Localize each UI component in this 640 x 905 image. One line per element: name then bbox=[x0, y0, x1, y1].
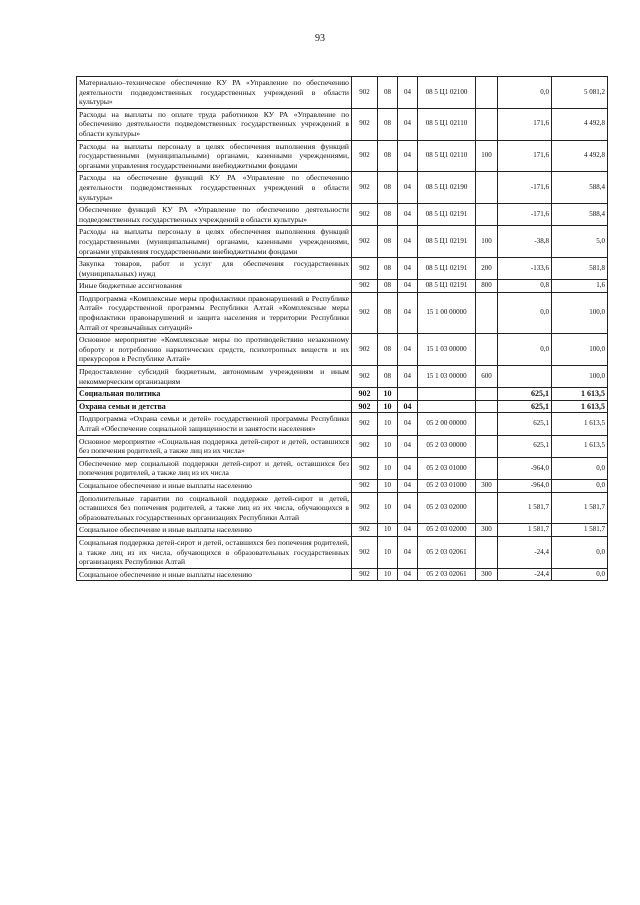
amount-change: 0,0 bbox=[498, 334, 552, 366]
table-row bbox=[77, 457, 608, 479]
row-name: Расходы на выплаты по оплате труда работников КУ РА «Управление по обеспечению деятельности подведомственных государственных учреждений в области культуры» bbox=[77, 108, 352, 140]
table-row bbox=[77, 435, 608, 457]
subsection-code: 04 bbox=[398, 334, 418, 366]
amount-total: 4 492,8 bbox=[552, 140, 608, 172]
row-name: Предоставление субсидий бюджетным, автономным учреждениям и иным некоммерческим организациям bbox=[77, 366, 352, 388]
admin-code: 902 bbox=[352, 77, 378, 109]
expense-type-code: 100 bbox=[476, 140, 498, 172]
amount-total: 581,8 bbox=[552, 258, 608, 280]
amount-change: -171,6 bbox=[498, 204, 552, 226]
subsection-code: 04 bbox=[398, 172, 418, 204]
admin-code: 902 bbox=[352, 292, 378, 333]
admin-code: 902 bbox=[352, 435, 378, 457]
row-name: Социальное обеспечение и иные выплаты населению bbox=[77, 479, 352, 492]
row-name: Материально–техническое обеспечение КУ РА «Управление по обеспечению деятельности подведомственных государственных учреждений в области культуры» bbox=[77, 77, 352, 109]
section-code: 10 bbox=[378, 435, 398, 457]
admin-code: 902 bbox=[352, 172, 378, 204]
admin-code: 902 bbox=[352, 457, 378, 479]
admin-code: 902 bbox=[352, 366, 378, 388]
table-row bbox=[77, 366, 608, 388]
row-name: Расходы на обеспечение функций КУ РА «Управление по обеспечению деятельности подведомственных государственных учреждений в области культуры» bbox=[77, 172, 352, 204]
target-article-code: 08 5 Ц1 02191 bbox=[418, 280, 476, 293]
amount-change: 625,1 bbox=[498, 435, 552, 457]
subsection-code: 04 bbox=[398, 204, 418, 226]
section-code: 08 bbox=[378, 204, 398, 226]
amount-total: 1,6 bbox=[552, 280, 608, 293]
target-article-code: 05 2 00 00000 bbox=[418, 413, 476, 435]
section-code: 08 bbox=[378, 258, 398, 280]
section-code: 10 bbox=[378, 568, 398, 581]
target-article-code: 05 2 03 02000 bbox=[418, 492, 476, 524]
target-article-code: 15 1 00 00000 bbox=[418, 292, 476, 333]
row-name: Расходы на выплаты персоналу в целях обеспечения выполнения функций государственными (муниципальными) органами, казенными учреждениями, органами управления государственными внебюджетными фондами bbox=[77, 226, 352, 258]
row-name: Подпрограмма «Комплексные меры профилактики правонарушений в Республике Алтай» государственной программы Республики Алтай «Комплексные меры профилактики правонарушений и защита населения и территории Республики Алтай от чрезвычайных ситуаций» bbox=[77, 292, 352, 333]
expense-type-code bbox=[476, 388, 498, 401]
table-row bbox=[77, 292, 608, 333]
amount-change: 625,1 bbox=[498, 413, 552, 435]
target-article-code: 08 5 Ц1 02191 bbox=[418, 258, 476, 280]
target-article-code: 08 5 Ц1 02191 bbox=[418, 204, 476, 226]
expense-type-code bbox=[476, 492, 498, 524]
admin-code: 902 bbox=[352, 108, 378, 140]
amount-change: 0,0 bbox=[498, 292, 552, 333]
section-code: 08 bbox=[378, 366, 398, 388]
subsection-code: 04 bbox=[398, 108, 418, 140]
table-row bbox=[77, 280, 608, 293]
table-row bbox=[77, 140, 608, 172]
amount-change: 625,1 bbox=[498, 388, 552, 401]
amount-total: 1 613,5 bbox=[552, 435, 608, 457]
section-code: 10 bbox=[378, 400, 398, 413]
subsection-code: 04 bbox=[398, 366, 418, 388]
admin-code: 902 bbox=[352, 524, 378, 537]
expense-type-code bbox=[476, 400, 498, 413]
table-row bbox=[77, 334, 608, 366]
expense-type-code: 300 bbox=[476, 524, 498, 537]
amount-change: -133,6 bbox=[498, 258, 552, 280]
amount-change: -964,0 bbox=[498, 479, 552, 492]
subsection-code: 04 bbox=[398, 524, 418, 537]
amount-change: 625,1 bbox=[498, 400, 552, 413]
amount-total: 0,0 bbox=[552, 568, 608, 581]
amount-change bbox=[498, 366, 552, 388]
admin-code: 902 bbox=[352, 479, 378, 492]
table-row bbox=[77, 479, 608, 492]
table-row bbox=[77, 536, 608, 568]
amount-change: 171,6 bbox=[498, 140, 552, 172]
budget-table bbox=[76, 76, 608, 581]
amount-change: -24,4 bbox=[498, 536, 552, 568]
amount-total: 100,0 bbox=[552, 334, 608, 366]
target-article-code: 05 2 03 02061 bbox=[418, 536, 476, 568]
section-code: 10 bbox=[378, 536, 398, 568]
page-number: 93 bbox=[315, 33, 325, 44]
section-code: 08 bbox=[378, 334, 398, 366]
row-name: Расходы на выплаты персоналу в целях обеспечения выполнения функций государственными (муниципальными) органами, казенными учреждениями, органами управления государственными внебюджетными фондами bbox=[77, 140, 352, 172]
section-code: 08 bbox=[378, 108, 398, 140]
section-code: 10 bbox=[378, 492, 398, 524]
target-article-code: 05 2 03 00000 bbox=[418, 435, 476, 457]
expense-type-code: 100 bbox=[476, 226, 498, 258]
target-article-code: 05 2 03 02061 bbox=[418, 568, 476, 581]
expense-type-code bbox=[476, 108, 498, 140]
target-article-code: 15 1 03 00000 bbox=[418, 334, 476, 366]
expense-type-code: 300 bbox=[476, 568, 498, 581]
subsection-code: 04 bbox=[398, 400, 418, 413]
row-name: Подпрограмма «Охрана семьи и детей» государственной программы Республики Алтай «Обеспечение социальной защищенности и занятости населения» bbox=[77, 413, 352, 435]
expense-type-code: 800 bbox=[476, 280, 498, 293]
admin-code: 902 bbox=[352, 400, 378, 413]
amount-total: 1 581,7 bbox=[552, 524, 608, 537]
target-article-code: 08 5 Ц1 02190 bbox=[418, 172, 476, 204]
section-code: 10 bbox=[378, 524, 398, 537]
subsection-code: 04 bbox=[398, 258, 418, 280]
row-name: Основное мероприятие «Комплексные меры по противодействию незаконному обороту и потреблению наркотических средств, психотропных веществ и их прекурсоров в Республике Алтай» bbox=[77, 334, 352, 366]
subsection-code: 04 bbox=[398, 492, 418, 524]
expense-type-code: 600 bbox=[476, 366, 498, 388]
table-row bbox=[77, 568, 608, 581]
subsection-code: 04 bbox=[398, 536, 418, 568]
expense-type-code bbox=[476, 457, 498, 479]
amount-change: -171,6 bbox=[498, 172, 552, 204]
subsection-code: 04 bbox=[398, 226, 418, 258]
expense-type-code bbox=[476, 435, 498, 457]
subsection-code: 04 bbox=[398, 280, 418, 293]
section-code: 08 bbox=[378, 292, 398, 333]
table-row bbox=[77, 204, 608, 226]
section-code: 08 bbox=[378, 172, 398, 204]
amount-total: 1 613,5 bbox=[552, 388, 608, 401]
amount-total: 0,0 bbox=[552, 457, 608, 479]
amount-total: 588,4 bbox=[552, 172, 608, 204]
expense-type-code: 200 bbox=[476, 258, 498, 280]
amount-total: 5 081,2 bbox=[552, 77, 608, 109]
amount-change: 0,0 bbox=[498, 77, 552, 109]
row-name: Социальное обеспечение и иные выплаты населению bbox=[77, 524, 352, 537]
section-code: 08 bbox=[378, 226, 398, 258]
row-name: Обеспечение функций КУ РА «Управление по обеспечению деятельности подведомственных государственных учреждений в области культуры» bbox=[77, 204, 352, 226]
amount-total: 4 492,8 bbox=[552, 108, 608, 140]
target-article-code: 05 2 03 01000 bbox=[418, 479, 476, 492]
row-name: Охрана семьи и детства bbox=[77, 400, 352, 413]
target-article-code bbox=[418, 400, 476, 413]
expense-type-code bbox=[476, 77, 498, 109]
subsection-code: 04 bbox=[398, 479, 418, 492]
target-article-code bbox=[418, 388, 476, 401]
section-code: 10 bbox=[378, 479, 398, 492]
amount-total: 5,0 bbox=[552, 226, 608, 258]
admin-code: 902 bbox=[352, 536, 378, 568]
admin-code: 902 bbox=[352, 334, 378, 366]
amount-change: 1 581,7 bbox=[498, 492, 552, 524]
target-article-code: 08 5 Ц1 02100 bbox=[418, 77, 476, 109]
table-row bbox=[77, 524, 608, 537]
target-article-code: 08 5 Ц1 02191 bbox=[418, 226, 476, 258]
section-code: 08 bbox=[378, 77, 398, 109]
table-row bbox=[77, 388, 608, 401]
subsection-code bbox=[398, 388, 418, 401]
subsection-code: 04 bbox=[398, 292, 418, 333]
target-article-code: 05 2 03 02000 bbox=[418, 524, 476, 537]
amount-total: 1 581,7 bbox=[552, 492, 608, 524]
subsection-code: 04 bbox=[398, 435, 418, 457]
section-code: 10 bbox=[378, 457, 398, 479]
admin-code: 902 bbox=[352, 568, 378, 581]
expense-type-code bbox=[476, 172, 498, 204]
amount-change: 171,6 bbox=[498, 108, 552, 140]
admin-code: 902 bbox=[352, 413, 378, 435]
table-row bbox=[77, 492, 608, 524]
row-name: Обеспечение мер социальной поддержки детей-сирот и детей, оставшихся без попечения родителей, а также лиц из их числа bbox=[77, 457, 352, 479]
amount-change: 0,8 bbox=[498, 280, 552, 293]
expense-type-code bbox=[476, 536, 498, 568]
amount-change: -964,0 bbox=[498, 457, 552, 479]
amount-total: 1 613,5 bbox=[552, 400, 608, 413]
row-name: Социальная политика bbox=[77, 388, 352, 401]
amount-change: 1 581,7 bbox=[498, 524, 552, 537]
subsection-code: 04 bbox=[398, 140, 418, 172]
section-code: 10 bbox=[378, 413, 398, 435]
row-name: Социальное обеспечение и иные выплаты населению bbox=[77, 568, 352, 581]
admin-code: 902 bbox=[352, 492, 378, 524]
admin-code: 902 bbox=[352, 226, 378, 258]
expense-type-code bbox=[476, 413, 498, 435]
row-name: Иные бюджетные ассигнования bbox=[77, 280, 352, 293]
admin-code: 902 bbox=[352, 258, 378, 280]
expense-type-code bbox=[476, 334, 498, 366]
section-code: 08 bbox=[378, 280, 398, 293]
admin-code: 902 bbox=[352, 280, 378, 293]
target-article-code: 05 2 03 01000 bbox=[418, 457, 476, 479]
target-article-code: 08 5 Ц1 02110 bbox=[418, 140, 476, 172]
amount-change: -24,4 bbox=[498, 568, 552, 581]
admin-code: 902 bbox=[352, 388, 378, 401]
subsection-code: 04 bbox=[398, 568, 418, 581]
admin-code: 902 bbox=[352, 140, 378, 172]
amount-total: 100,0 bbox=[552, 292, 608, 333]
table-row bbox=[77, 258, 608, 280]
expense-type-code bbox=[476, 292, 498, 333]
table-row bbox=[77, 400, 608, 413]
table-row bbox=[77, 172, 608, 204]
table-row bbox=[77, 413, 608, 435]
row-name: Социальная поддержка детей-сирот и детей, оставшихся без попечения родителей, а также лиц из их числа, обучающихся в образовательных государственных организациях Республики Алтай bbox=[77, 536, 352, 568]
table-row bbox=[77, 77, 608, 109]
subsection-code: 04 bbox=[398, 413, 418, 435]
expense-type-code: 300 bbox=[476, 479, 498, 492]
subsection-code: 04 bbox=[398, 457, 418, 479]
section-code: 08 bbox=[378, 140, 398, 172]
admin-code: 902 bbox=[352, 204, 378, 226]
table-row bbox=[77, 108, 608, 140]
row-name: Основное мероприятие «Социальная поддержка детей-сирот и детей, оставшихся без попечения родителей, а также лиц из их числа» bbox=[77, 435, 352, 457]
amount-total: 100,0 bbox=[552, 366, 608, 388]
target-article-code: 15 1 03 00000 bbox=[418, 366, 476, 388]
amount-total: 1 613,5 bbox=[552, 413, 608, 435]
target-article-code: 08 5 Ц1 02110 bbox=[418, 108, 476, 140]
table-row bbox=[77, 226, 608, 258]
section-code: 10 bbox=[378, 388, 398, 401]
subsection-code: 04 bbox=[398, 77, 418, 109]
amount-total: 588,4 bbox=[552, 204, 608, 226]
amount-total: 0,0 bbox=[552, 536, 608, 568]
row-name: Закупка товаров, работ и услуг для обеспечения государственных (муниципальных) нужд bbox=[77, 258, 352, 280]
row-name: Дополнительные гарантии по социальной поддержке детей-сирот и детей, оставшихся без попечения родителей, а также лиц из их числа, обучающихся в образовательных государственных организациях Республики Алтай bbox=[77, 492, 352, 524]
amount-change: -38,8 bbox=[498, 226, 552, 258]
amount-total: 0,0 bbox=[552, 479, 608, 492]
expense-type-code bbox=[476, 204, 498, 226]
